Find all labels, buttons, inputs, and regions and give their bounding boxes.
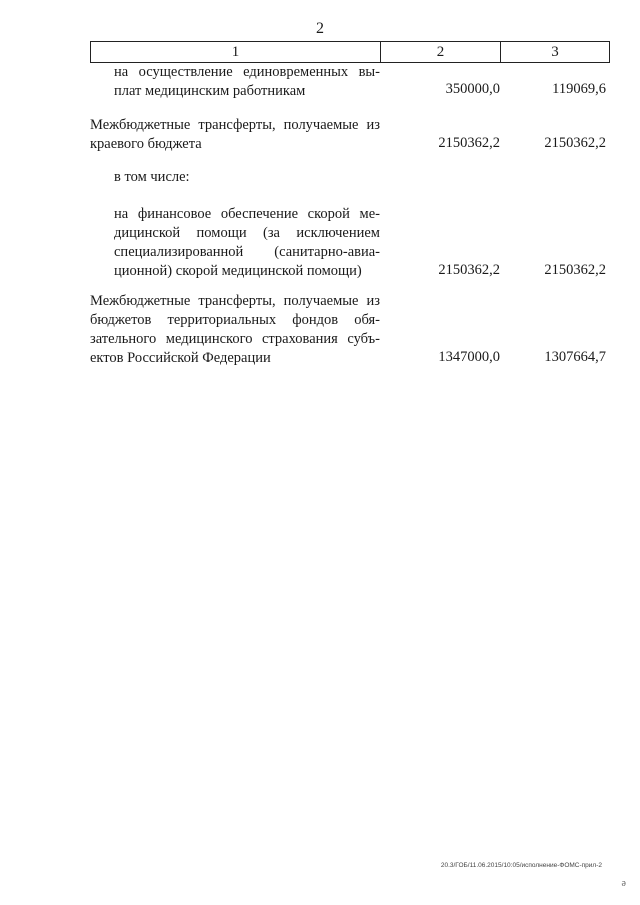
corner-mark: ə — [621, 878, 626, 889]
row-label: Межбюджетные трансферты, получаемые из краевого бюджета — [90, 117, 380, 152]
row-value-actual: 2150362,2 — [544, 262, 606, 278]
row-label: Межбюджетные трансферты, получаемые из бюджетов территориальных фондов обя-зательного медицинского страхования субъ-ектов Российской Федерации — [90, 293, 380, 366]
row-value-actual: 1307664,7 — [544, 349, 606, 365]
row-label: в том числе: — [114, 169, 190, 185]
row-value-actual: 119069,6 — [552, 81, 606, 97]
row-value-plan: 1347000,0 — [438, 349, 500, 365]
column-header-3: 3 — [551, 44, 559, 60]
row-value-plan: 2150362,2 — [438, 135, 500, 151]
document-code-footer: 20.3/ГОБ/11.06.2015/10:05/исполнение-ФОМС-прил-2 — [440, 862, 602, 869]
column-header-2: 2 — [381, 42, 501, 62]
row-label: на осуществление единовременных вы-плат медицинским работникам — [114, 64, 380, 99]
table-header — [90, 41, 610, 63]
row-value-actual: 2150362,2 — [544, 135, 606, 151]
row-value-plan: 350000,0 — [445, 81, 500, 97]
page-number: 2 — [316, 20, 324, 37]
row-label: на финансовое обеспечение скорой ме-дицинской помощи (за исключением специализированной (санитарно-авиа-ционной) скорой медицинской помощи) — [114, 206, 380, 279]
column-header-1: 1 — [91, 42, 381, 62]
row-value-plan: 2150362,2 — [438, 262, 500, 278]
